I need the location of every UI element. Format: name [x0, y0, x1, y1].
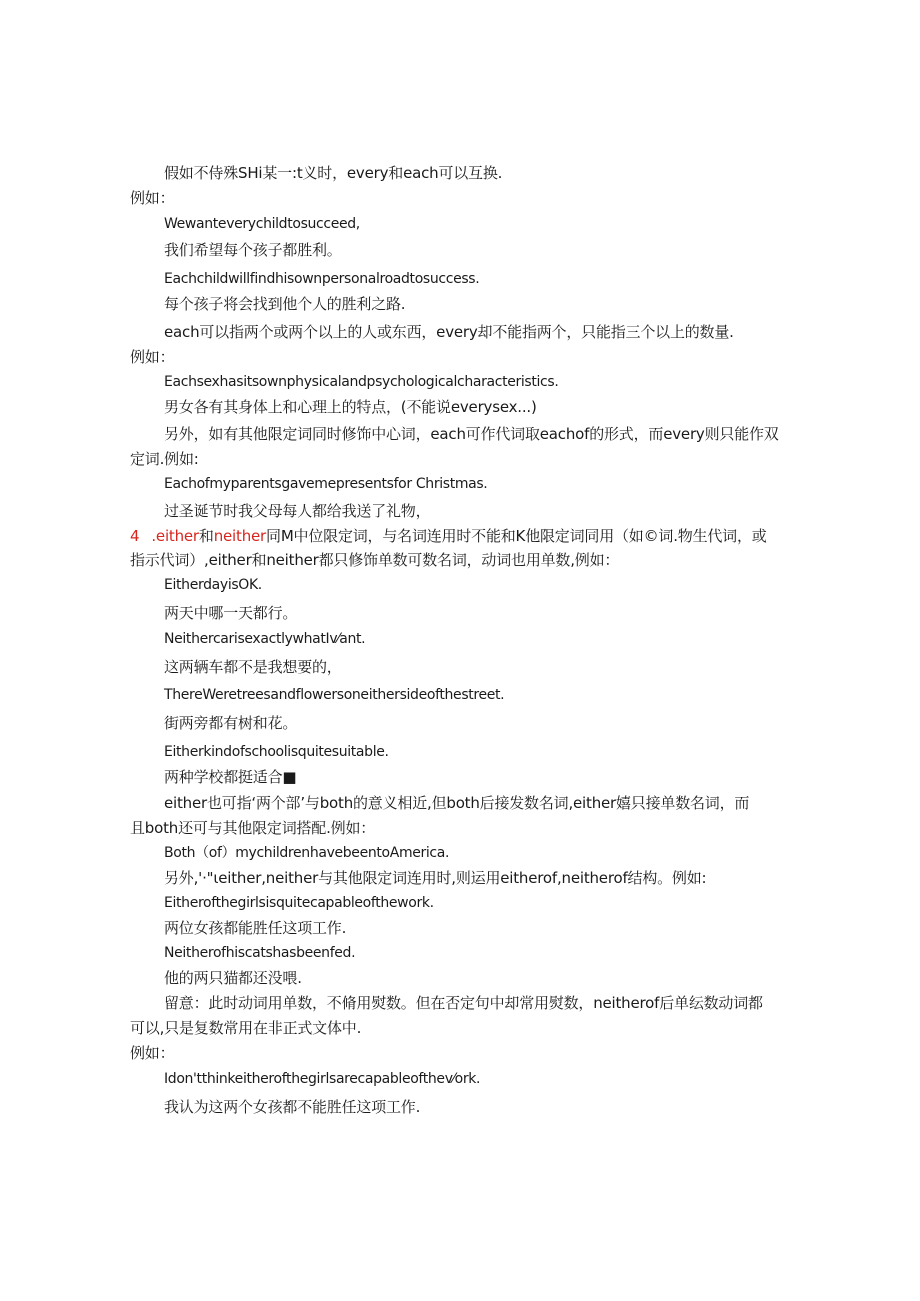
text-line: 另外,'·"ιeither,neither与其他限定词连用时,则运用eitherof,neitherof结构。例如:	[164, 869, 707, 887]
translation-line: 我认为这两个女孩都不能胜任这项工作.	[164, 1098, 421, 1116]
translation-line: 两位女孩都能胜任这项工作.	[164, 919, 347, 937]
text-line: either也可指‘两个部’与both的意义相近,但both后接发数名词,either嬉只接单数名词，而	[164, 794, 750, 812]
section-heading	[130, 526, 767, 546]
text-line: 留意：此时动词用单数，不脩用熨数。但在否定句中却常用熨数，neitherof后单纭数动词都	[164, 994, 763, 1012]
example-sentence: Both（of）mychildrenhavebeentoAmerica.	[164, 845, 450, 861]
example-sentence: Idon'tthinkeitherofthegirlsarecapableofthev⁄ork.	[164, 1071, 481, 1087]
text-line: 例如：	[130, 348, 175, 366]
translation-line: 我们希望每个孩子都胜利。	[164, 241, 342, 259]
keyword-either: .either	[151, 527, 199, 545]
example-sentence: Eachsexhasitsownphysicalandpsychologicalcharacteristics.	[164, 374, 559, 390]
translation-line: 这两辆车都不是我想要的，	[164, 658, 342, 676]
example-sentence: ThereWeretreesandflowersoneithersideofthestreet.	[164, 687, 505, 703]
heading-text: 同M中位限定词，与名词连用时不能和K他限定词同用（如©词.物生代词，或	[266, 527, 767, 545]
translation-line: 两种学校都挺适合■	[164, 768, 297, 786]
translation-line: 男女各有其身体上和心理上的特点，(不能说everysex...)	[164, 398, 537, 416]
text-line: 假如不侍殊SHi某一:t义时，every和each可以互换.	[164, 164, 503, 182]
text-line: each可以指两个或两个以上的人或东西，every却不能指两个，只能指三个以上的数量.	[164, 323, 734, 341]
example-sentence: Eitherkindofschoolisquitesuitable.	[164, 744, 389, 760]
text-line: 且both还可与其他限定词搭配.例如：	[130, 819, 376, 837]
text-line: 指示代词）,either和neither都只修饰单数可数名词，动词也用单数,例如：	[130, 551, 620, 569]
text-line: 定词.例如:	[130, 450, 199, 468]
example-sentence: Neitherofhiscatshasbeenfed.	[164, 945, 356, 961]
connector-text: 和	[198, 527, 214, 545]
text-line: 例如：	[130, 189, 175, 207]
section-number: 4	[130, 527, 140, 545]
example-sentence: Eachofmyparentsgavemepresentsfor Christmas.	[164, 476, 488, 492]
example-sentence: Eitherofthegirlsisquitecapableofthework.	[164, 895, 434, 911]
translation-line: 每个孩子将会找到他个人的胜利之路.	[164, 295, 406, 313]
text-line: 可以,只是复数常用在非正式文体中.	[130, 1019, 362, 1037]
translation-line: 他的两只猫都还没喂.	[164, 969, 302, 987]
translation-line: 过圣诞节时我父母每人都给我送了礼物，	[164, 502, 431, 520]
example-sentence: NeithercarisexactlywhatIv⁄ant.	[164, 631, 366, 647]
translation-line: 街两旁都有树和花。	[164, 714, 298, 732]
translation-line: 两天中哪一天都行。	[164, 604, 298, 622]
keyword-neither: neither	[213, 527, 267, 545]
example-sentence: Wewanteverychildtosucceed,	[164, 216, 360, 232]
text-line: 另外，如有其他限定词同时修饰中心词，each可作代词取eachof的形式，而every则只能作双	[164, 425, 779, 443]
example-sentence: Eachchildwillfindhisownpersonalroadtosuccess.	[164, 271, 480, 287]
text-line: 例如：	[130, 1044, 175, 1062]
example-sentence: EitherdayisOK.	[164, 577, 262, 593]
